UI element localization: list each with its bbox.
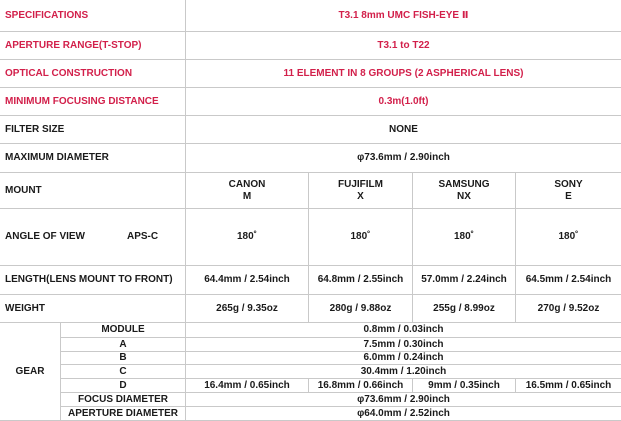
aperture-range-label: APERTURE RANGE(T-STOP) [5, 39, 142, 51]
minimum-focusing-distance-value: 0.3m(1.0ft) [378, 95, 429, 107]
weight-label: WEIGHT [5, 302, 45, 314]
gear-d-value: 16.5mm / 0.65inch [525, 379, 612, 391]
mount-brand: FUJIFILM [338, 178, 383, 190]
mount-canon [186, 173, 308, 208]
angle-of-view-value: 180˚ [558, 231, 579, 242]
angle-of-view-value: 180˚ [236, 231, 257, 242]
mount-fujifilm [309, 173, 412, 208]
filter-size-label: FILTER SIZE [5, 123, 65, 135]
gear-d-value: 16.8mm / 0.66inch [317, 379, 404, 391]
weight-value: 270g / 9.52oz [537, 302, 600, 314]
length-value: 64.4mm / 2.54inch [204, 274, 290, 285]
filter-size-value: NONE [389, 123, 418, 135]
gear-focus-diameter-label: FOCUS DIAMETER [78, 393, 168, 405]
minimum-focusing-distance-label: MINIMUM FOCUSING DISTANCE [5, 95, 159, 107]
specifications-label: SPECIFICATIONS [5, 9, 89, 21]
angle-of-view-label: ANGLE OF VIEW [5, 231, 85, 242]
length-value: 57.0mm / 2.24inch [421, 274, 507, 285]
angle-of-view-sublabel: APS-C [127, 231, 159, 242]
gear-c-value: 30.4mm / 1.20inch [360, 365, 447, 377]
maximum-diameter-label: MAXIMUM DIAMETER [5, 152, 109, 163]
mount-type: E [565, 190, 572, 202]
gear-d-label: D [119, 379, 127, 391]
gear-b-value: 6.0mm / 0.24inch [363, 352, 444, 363]
weight-value: 265g / 9.35oz [216, 302, 278, 314]
angle-of-view-value: 180˚ [453, 231, 474, 242]
optical-construction-label: OPTICAL CONSTRUCTION [5, 67, 133, 79]
weight-value: 255g / 8.99oz [433, 302, 495, 314]
gear-aperture-diameter-value: φ64.0mm / 2.52inch [357, 407, 450, 419]
mount-brand: CANON [228, 178, 266, 190]
gear-label: GEAR [15, 365, 45, 377]
mount-brand: SONY [554, 178, 583, 190]
gear-aperture-diameter-label: APERTURE DIAMETER [67, 407, 178, 419]
gear-d-value: 16.4mm / 0.65inch [204, 379, 290, 391]
length-value: 64.8mm / 2.55inch [317, 274, 404, 285]
mount-samsung [413, 173, 515, 208]
mount-type: M [242, 190, 252, 202]
gear-b-label: B [119, 352, 127, 363]
specifications-value: T3.1 8mm UMC FISH-EYE Ⅱ [338, 9, 469, 21]
aperture-range-value: T3.1 to T22 [377, 39, 430, 51]
gear-a-label: A [119, 338, 127, 350]
gear-module-value: 0.8mm / 0.03inch [363, 324, 444, 335]
mount-label: MOUNT [5, 184, 42, 196]
angle-of-view-value: 180˚ [350, 231, 371, 242]
optical-construction-value: 11 ELEMENT IN 8 GROUPS (2 ASPHERICAL LENS) [283, 67, 524, 79]
maximum-diameter-value: φ73.6mm / 2.90inch [357, 152, 450, 163]
gear-d-value: 9mm / 0.35inch [428, 379, 500, 391]
gear-a-value: 7.5mm / 0.30inch [363, 338, 444, 350]
length-label: LENGTH(LENS MOUNT TO FRONT) [5, 274, 173, 285]
mount-type: X [357, 190, 364, 202]
mount-sony [516, 173, 621, 208]
length-value: 64.5mm / 2.54inch [525, 274, 612, 285]
mount-type: NX [457, 190, 471, 202]
gear-focus-diameter-value: φ73.6mm / 2.90inch [357, 393, 450, 405]
gear-module-label: MODULE [101, 324, 145, 335]
gear-c-label: C [119, 365, 127, 377]
weight-value: 280g / 9.88oz [329, 302, 392, 314]
mount-brand: SAMSUNG [438, 178, 490, 190]
